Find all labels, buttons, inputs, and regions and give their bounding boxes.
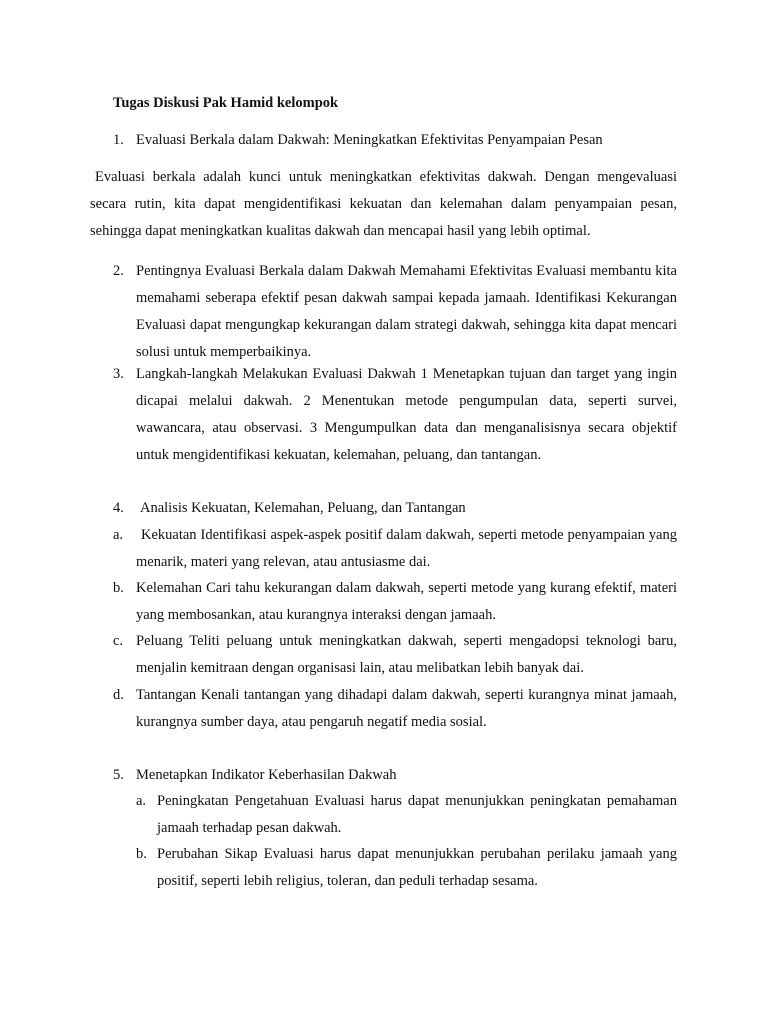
section-2-number: 2. — [113, 263, 124, 279]
section-4-item-b-label: b. — [113, 580, 124, 596]
section-4-item-c-text: Peluang Teliti peluang untuk meningkatkan dakwah, seperti mengadopsi teknologi baru, menjalin kemitraan dengan organisasi lain, atau melibatkan lebih banyak dai. — [136, 633, 677, 676]
section-4-item-d-text: Tantangan Kenali tantangan yang dihadapi dalam dakwah, seperti kurangnya minat jamaah, kurangnya sumber daya, atau pengaruh negatif media sosial. — [136, 687, 677, 730]
section-1-number: 1. — [113, 132, 124, 148]
section-5-number: 5. — [113, 767, 124, 783]
section-4-heading: Analisis Kekuatan, Kelemahan, Peluang, dan Tantangan — [140, 500, 466, 516]
section-4-item-a-text: Kekuatan Identifikasi aspek-aspek positif dalam dakwah, seperti metode penyampaian yang menarik, materi yang relevan, atau antusiasme dai. — [136, 527, 677, 570]
section-5-item-b-label: b. — [136, 846, 147, 862]
section-5-heading: Menetapkan Indikator Keberhasilan Dakwah — [136, 767, 397, 783]
section-1-heading: Evaluasi Berkala dalam Dakwah: Meningkatkan Efektivitas Penyampaian Pesan — [136, 132, 603, 148]
section-4-item-c-label: c. — [113, 633, 124, 649]
section-1-paragraph: Evaluasi berkala adalah kunci untuk meningkatkan efektivitas dakwah. Dengan mengevaluasi secara rutin, kita dapat mengidentifikasi kekuatan dan kelemahan dalam penyampaian pesan, sehingga dapat meningkatkan kualitas dakwah dan mencapai hasil yang lebih optimal. — [90, 169, 677, 239]
section-4-item-d-label: d. — [113, 687, 124, 703]
section-4-item-a-label: a. — [113, 527, 124, 543]
section-5-item-b-text: Perubahan Sikap Evaluasi harus dapat menunjukkan perubahan perilaku jamaah yang positif, seperti lebih religius, toleran, dan peduli terhadap sesama. — [157, 846, 677, 889]
section-4-item-b-text: Kelemahan Cari tahu kekurangan dalam dakwah, seperti metode yang kurang efektif, materi yang membosankan, atau kurangnya interaksi dengan jamaah. — [136, 580, 677, 623]
section-2-text: Pentingnya Evaluasi Berkala dalam Dakwah Memahami Efektivitas Evaluasi membantu kita memahami seberapa efektif pesan dakwah sampai kepada jamaah. Identifikasi Kekurangan Evaluasi dapat mengungkap kekurangan dalam strategi dakwah, sehingga kita dapat mencari solusi untuk memperbaikinya. — [136, 263, 677, 360]
section-3-text: Langkah-langkah Melakukan Evaluasi Dakwah 1 Menetapkan tujuan dan target yang ingin dicapai melalui dakwah. 2 Menentukan metode pengumpulan data, seperti survei, wawancara, atau observasi. 3 Mengumpulkan data dan menganalisisnya secara objektif untuk mengidentifikasi kekuatan, kelemahan, peluang, dan tantangan. — [136, 366, 677, 463]
section-4-number: 4. — [113, 500, 124, 516]
section-5-item-a-text: Peningkatan Pengetahuan Evaluasi harus dapat menunjukkan peningkatan pemahaman jamaah terhadap pesan dakwah. — [157, 793, 677, 836]
section-5-item-a-label: a. — [136, 793, 147, 809]
document-title: Tugas Diskusi Pak Hamid kelompok — [113, 95, 339, 111]
section-3-number: 3. — [113, 366, 124, 382]
